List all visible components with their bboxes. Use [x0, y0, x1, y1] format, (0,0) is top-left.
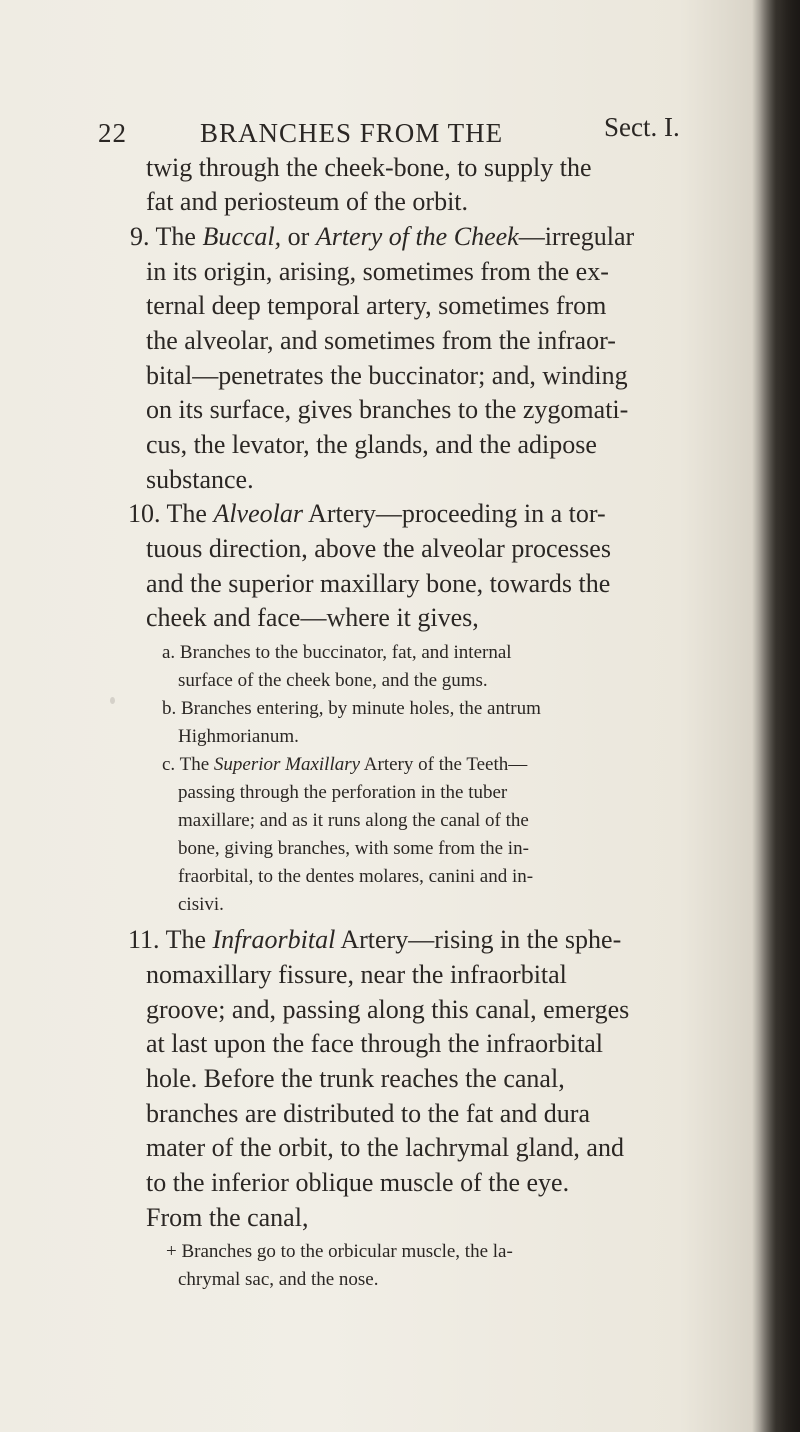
page-header: [0, 112, 800, 152]
text-line: bital—penetrates the buccinator; and, winding: [146, 361, 628, 390]
text-line: hole. Before the trunk reaches the canal,: [146, 1064, 565, 1093]
ink-speck: [110, 697, 115, 704]
text-line: 9. The Buccal, or Artery of the Cheek—irregular: [130, 222, 635, 251]
text-line: ternal deep temporal artery, sometimes from: [146, 291, 607, 320]
text-line: substance.: [146, 465, 254, 494]
text-line: on its surface, gives branches to the zygomati-: [146, 395, 629, 424]
text-line: in its origin, arising, sometimes from the ex-: [146, 257, 609, 286]
text-line: bone, giving branches, with some from the in-: [178, 838, 529, 859]
text-line: groove; and, passing along this canal, emerges: [146, 995, 630, 1024]
text-line: branches are distributed to the fat and dura: [146, 1099, 590, 1128]
text-line: cisivi.: [178, 894, 224, 915]
section-mark: Sect. I.: [604, 112, 680, 142]
text-line: passing through the perforation in the tuber: [178, 782, 508, 803]
text-line: and the superior maxillary bone, towards the: [146, 569, 611, 598]
running-title: BRANCHES FROM THE: [200, 118, 504, 148]
text-line: c. The Superior Maxillary Artery of the Teeth—: [162, 754, 528, 775]
text-line: cus, the levator, the glands, and the adipose: [146, 430, 597, 459]
text-line: twig through the cheek-bone, to supply the: [146, 153, 592, 182]
text-line: From the canal,: [146, 1203, 309, 1232]
page-binding-edge: [760, 0, 800, 1432]
text-line: a. Branches to the buccinator, fat, and internal: [162, 642, 512, 663]
text-line: maxillare; and as it runs along the canal of the: [178, 810, 529, 831]
text-line: to the inferior oblique muscle of the eye.: [146, 1168, 570, 1197]
text-line: surface of the cheek bone, and the gums.: [178, 670, 488, 691]
text-line: tuous direction, above the alveolar processes: [146, 534, 611, 563]
text-line: 11. The Infraorbital Artery—rising in the sphe-: [128, 925, 622, 954]
text-line: chrymal sac, and the nose.: [178, 1269, 379, 1290]
text-line: + Branches go to the orbicular muscle, the la-: [166, 1241, 513, 1262]
text-line: the alveolar, and sometimes from the infraor-: [146, 326, 616, 355]
text-line: cheek and face—where it gives,: [146, 603, 479, 632]
text-line: Highmorianum.: [178, 726, 299, 747]
text-line: b. Branches entering, by minute holes, the antrum: [162, 698, 541, 719]
text-line: mater of the orbit, to the lachrymal gland, and: [146, 1133, 624, 1162]
text-line: fat and periosteum of the orbit.: [146, 187, 469, 216]
text-line: at last upon the face through the infraorbital: [146, 1029, 604, 1058]
text-line: 10. The Alveolar Artery—proceeding in a tor-: [128, 499, 606, 528]
text-line: nomaxillary fissure, near the infraorbital: [146, 960, 567, 989]
page-number: 22: [98, 118, 127, 148]
text-line: fraorbital, to the dentes molares, canini and in-: [178, 866, 534, 887]
